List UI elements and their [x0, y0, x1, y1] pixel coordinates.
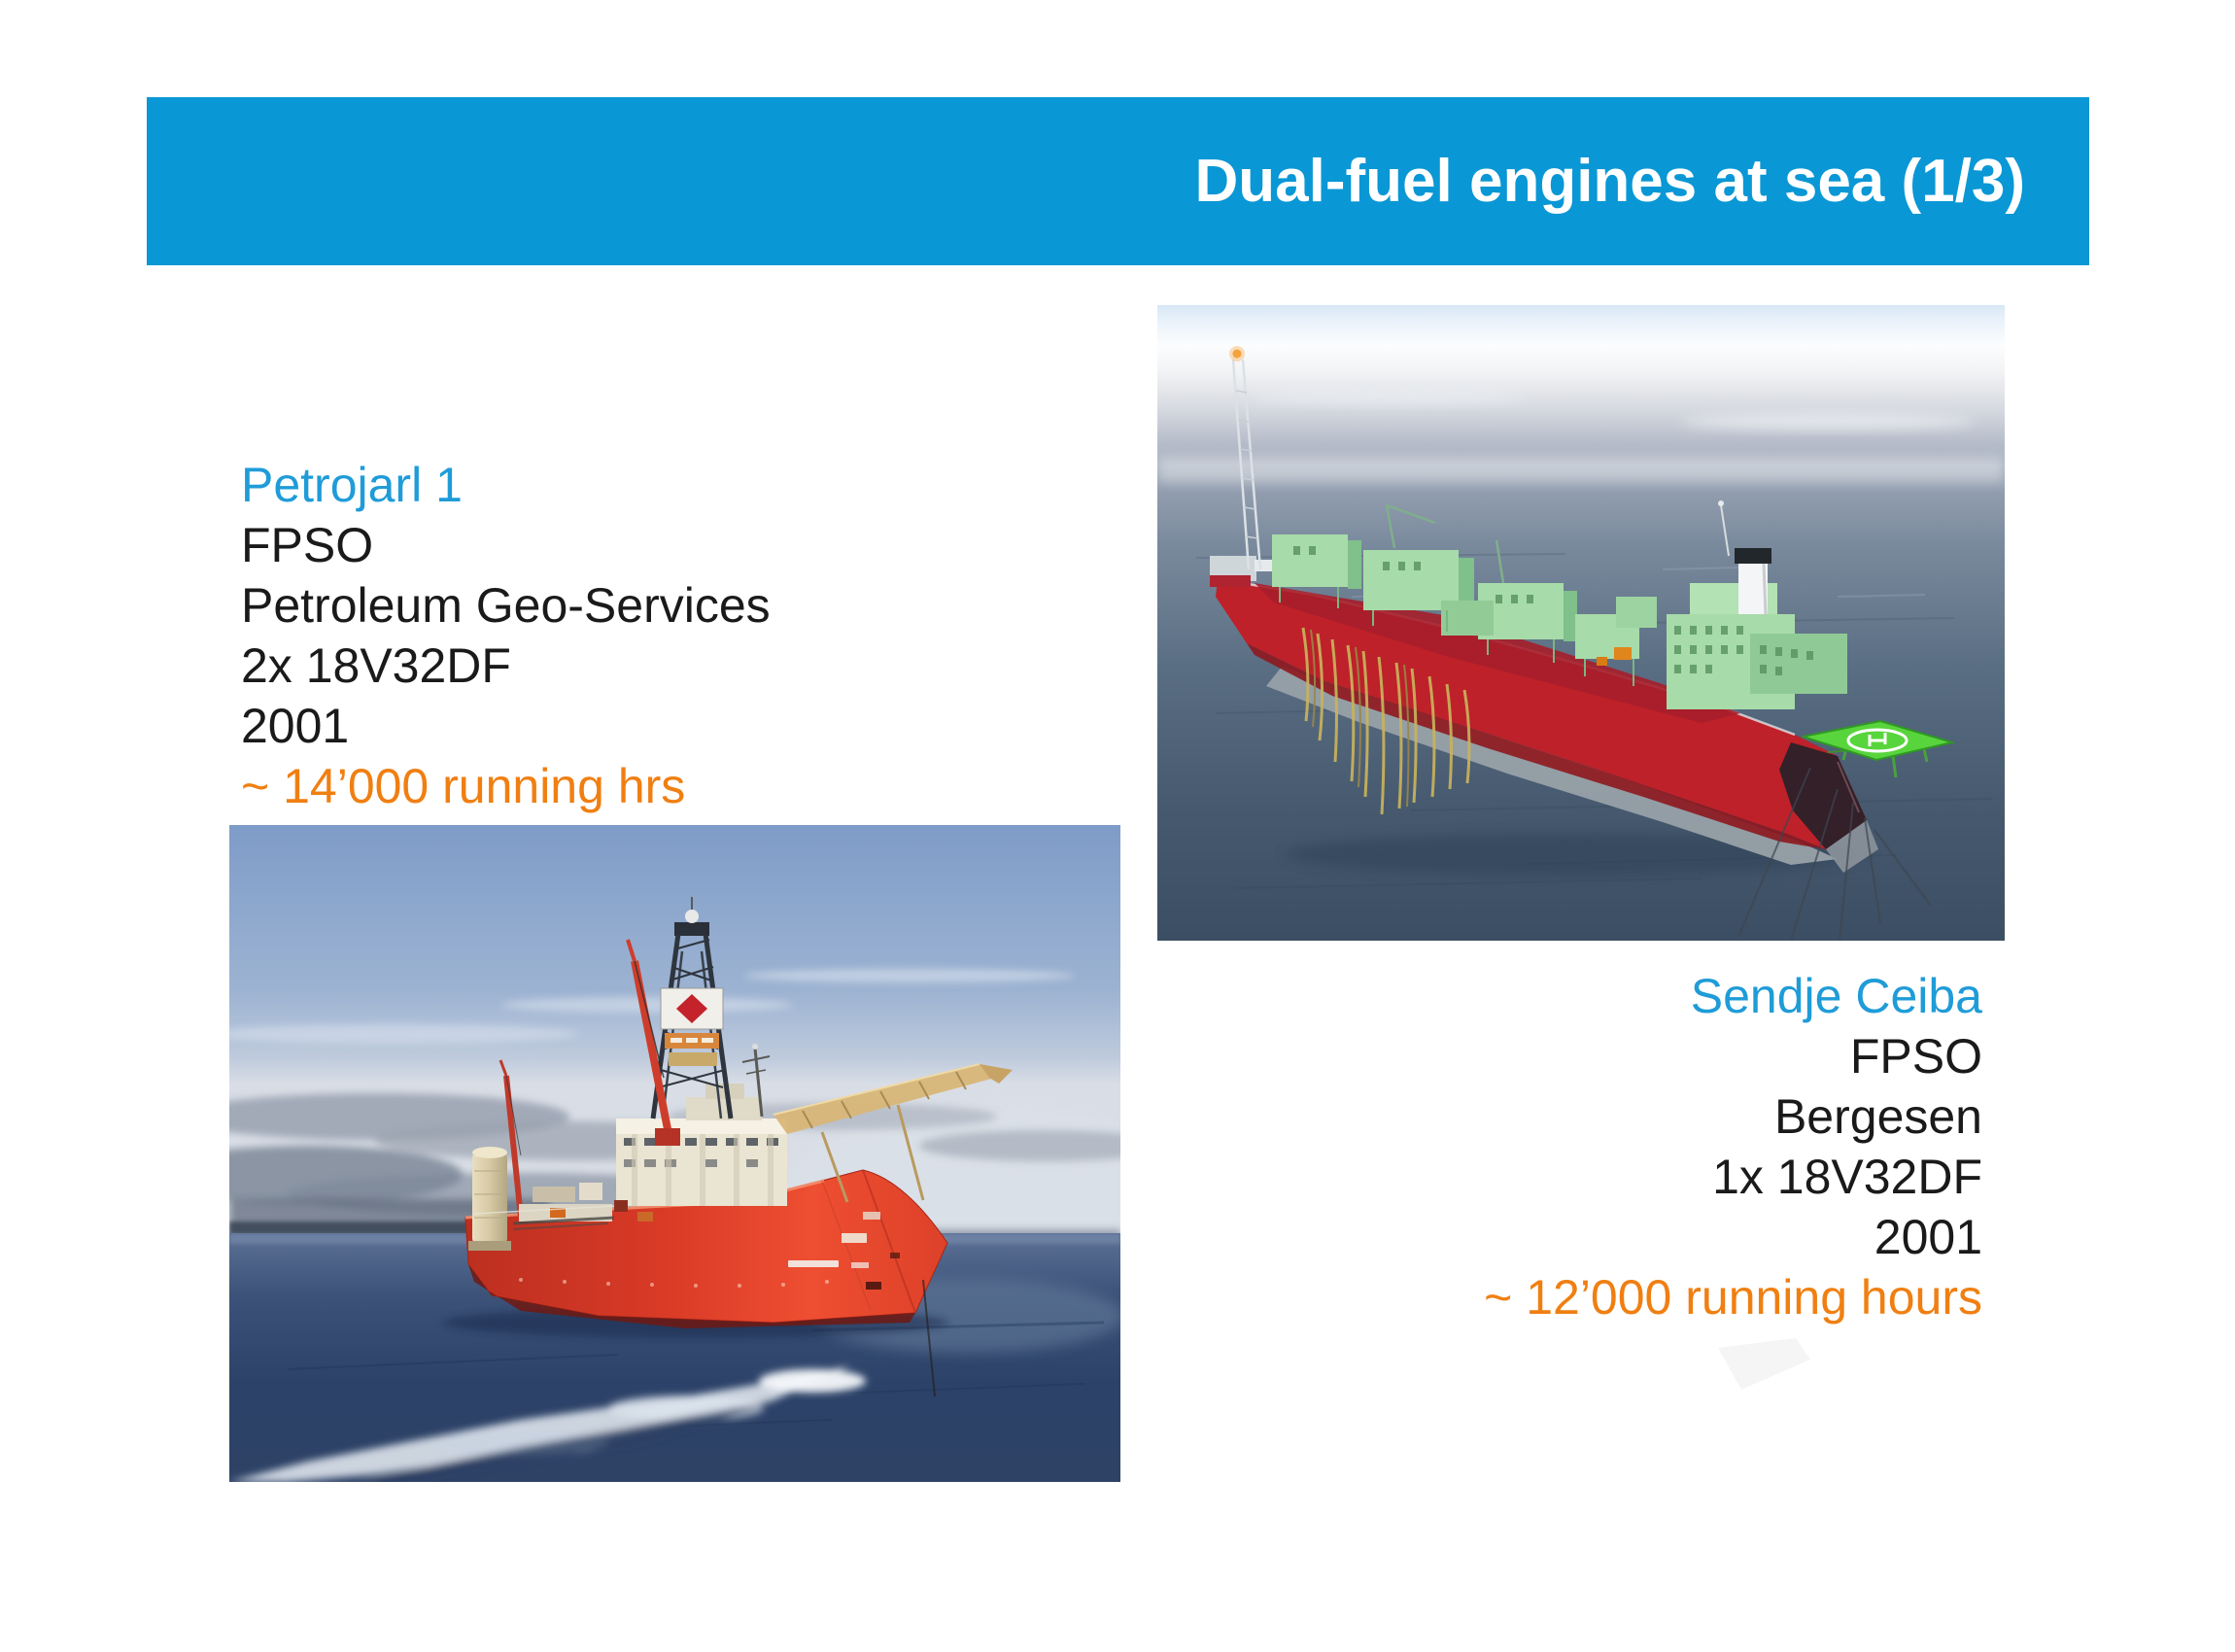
vessel-owner: Petroleum Geo-Services	[241, 578, 771, 633]
vessel-engines: 1x 18V32DF	[1712, 1150, 1982, 1204]
vessel-running-hours: ~ 14’000 running hrs	[241, 759, 686, 813]
title-bar	[147, 97, 2089, 265]
vessel-engines: 2x 18V32DF	[241, 638, 511, 693]
vessel-year: 2001	[241, 699, 350, 753]
vessel-year: 2001	[1874, 1210, 1982, 1264]
vessel-owner: Bergesen	[1773, 1089, 1982, 1144]
fpso-render-illustration	[1157, 305, 2005, 941]
drillship-photo-illustration	[229, 825, 1120, 1482]
vessel-type: FPSO	[1849, 1029, 1982, 1084]
vessel-running-hours: ~ 12’000 running hours	[1484, 1270, 1982, 1325]
sendje-ceiba-render-image	[1157, 305, 2005, 941]
vessel-name: Sendje Ceiba	[1690, 969, 1982, 1023]
vessel-type: FPSO	[241, 518, 374, 572]
faint-ghost-mark	[1718, 1338, 1815, 1392]
petrojarl-photo-image	[229, 825, 1120, 1482]
vessel-name: Petrojarl 1	[241, 458, 463, 512]
vessel-specs-sendje-ceiba	[1484, 966, 1982, 1327]
vessel-specs-petrojarl	[241, 455, 771, 816]
slide-title: Dual-fuel engines at sea (1/3)	[1194, 148, 2025, 215]
